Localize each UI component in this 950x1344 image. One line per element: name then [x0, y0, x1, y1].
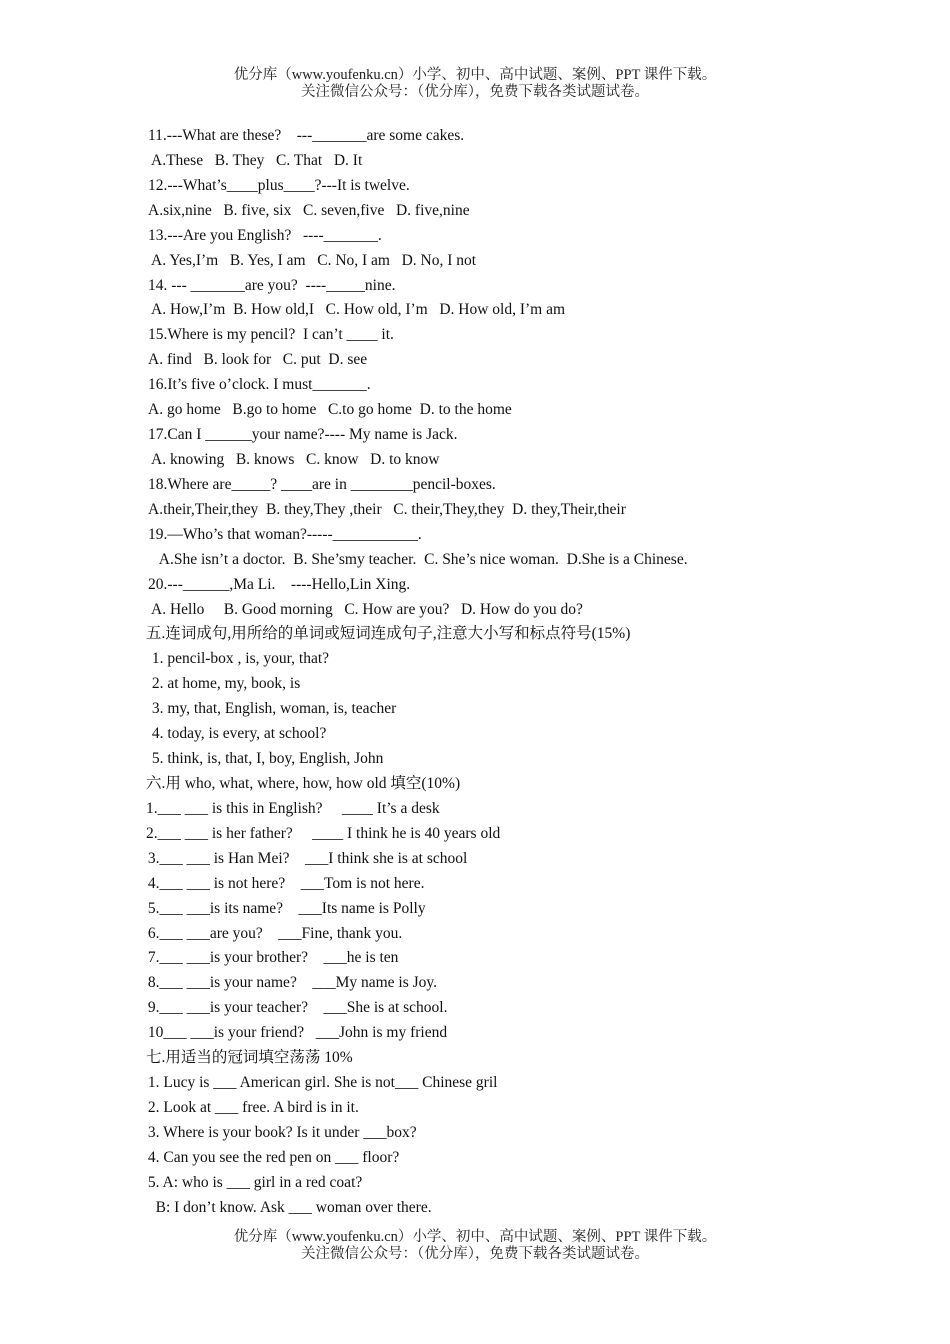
question-11: 11.---What are these? ---_______are some cakes.: [148, 127, 465, 144]
page-header: [0, 67, 950, 101]
section-6-item-1: 1.___ ___ is this in English? ____ It’s a desk: [146, 799, 440, 817]
section-6-item-4: 4.___ ___ is not here? ___Tom is not here.: [144, 874, 425, 892]
question-20: 20.---______,Ma Li. ----Hello,Lin Xing.: [148, 575, 411, 593]
question-14: 14. --- _______are you? ----_____nine.: [148, 276, 396, 294]
section-6-item-7: 7.___ ___is your brother? ___he is ten: [144, 949, 399, 967]
section-6-item-8: 8.___ ___is your name? ___My name is Joy.: [144, 974, 438, 992]
question-13: 13.---Are you English? ----_______.: [148, 226, 382, 244]
question-15-options: A. find B. look for C. put D. see: [148, 351, 368, 369]
section-6-item-2: 2.___ ___ is her father? ____ I think he is 40 years old: [146, 824, 501, 842]
question-15: 15.Where is my pencil? I can’t ____ it.: [148, 326, 394, 344]
section-7-item-4: 4. Can you see the red pen on ___ floor?: [144, 1148, 400, 1166]
section-7-item-2: 2. Look at ___ free. A bird is in it.: [144, 1098, 359, 1116]
section-5-item-4: 4. today, is every, at school?: [148, 725, 327, 743]
question-18-options: A.their,Their,they B. they,They ,their C. their,They,they D. they,Their,their: [148, 500, 626, 518]
question-12: 12.---What’s____plus____?---It is twelve.: [148, 176, 410, 194]
question-11-options: A.These B. They C. That D. It: [148, 151, 363, 169]
question-18: 18.Where are_____? ____are in ________pencil-boxes.: [148, 475, 496, 493]
section-7-heading: 七.用适当的冠词填空荡荡 10%: [146, 1049, 353, 1067]
footer-line-1: 优分库（www.youfenku.cn）小学、初中、高中试题、案例、PPT 课件下载。: [233, 1229, 717, 1245]
question-20-options: A. Hello B. Good morning C. How are you? D. How do you do?: [148, 600, 583, 618]
question-13-options: A. Yes,I’m B. Yes, I am C. No, I am D. No, I not: [148, 251, 477, 269]
section-7-item-5: 5. A: who is ___ girl in a red coat?: [144, 1173, 363, 1191]
question-12-options: A.six,nine B. five, six C. seven,five D. five,nine: [148, 201, 470, 219]
footer-line-2: 关注微信公众号：（优分库），免费下载各类试题试卷。: [301, 1246, 649, 1262]
section-5-heading: 五.连词成句,用所给的单词或短词连成句子,注意大小写和标点符号(15%): [146, 625, 631, 643]
section-6-item-5: 5.___ ___is its name? ___Its name is Polly: [144, 899, 426, 917]
header-line-1: 优分库（www.youfenku.cn）小学、初中、高中试题、案例、PPT 课件下载。: [233, 67, 717, 83]
section-5-item-2: 2. at home, my, book, is: [148, 675, 301, 693]
section-6-item-9: 9.___ ___is your teacher? ___She is at school.: [144, 999, 448, 1017]
section-6-item-10: 10___ ___is your friend? ___John is my friend: [144, 1024, 448, 1042]
page-footer: [0, 1229, 950, 1263]
question-19-options: A.She isn’t a doctor. B. She’smy teacher. C. She’s nice woman. D.She is a Chinese.: [148, 550, 688, 568]
section-7-item-5-reply: B: I don’t know. Ask ___ woman over there.: [144, 1198, 432, 1216]
header-line-2: 关注微信公众号：（优分库），免费下载各类试题试卷。: [301, 84, 649, 100]
section-5-item-5: 5. think, is, that, I, boy, English, John: [148, 750, 384, 768]
question-14-options: A. How,I’m B. How old,I C. How old, I’m D. How old, I’m am: [148, 301, 566, 319]
section-6-item-6: 6.___ ___are you? ___Fine, thank you.: [144, 924, 403, 942]
question-17-options: A. knowing B. knows C. know D. to know: [148, 450, 440, 468]
worksheet-body: [0, 124, 950, 1221]
section-6-item-3: 3.___ ___ is Han Mei? ___I think she is at school: [144, 849, 468, 867]
question-16-options: A. go home B.go to home C.to go home D. to the home: [148, 401, 512, 419]
section-7-item-3: 3. Where is your book? Is it under ___box?: [144, 1123, 417, 1141]
question-19: 19.—Who’s that woman?-----___________.: [148, 525, 422, 543]
question-16: 16.It’s five o’clock. I must_______.: [148, 376, 371, 394]
section-7-item-1: 1. Lucy is ___ American girl. She is not___ Chinese gril: [144, 1074, 498, 1092]
section-5-item-1: 1. pencil-box , is, your, that?: [148, 650, 330, 668]
section-5-item-3: 3. my, that, English, woman, is, teacher: [148, 700, 397, 718]
section-6-heading: 六.用 who, what, where, how, how old 填空(10%): [146, 774, 461, 792]
question-17: 17.Can I ______your name?---- My name is Jack.: [148, 426, 458, 444]
